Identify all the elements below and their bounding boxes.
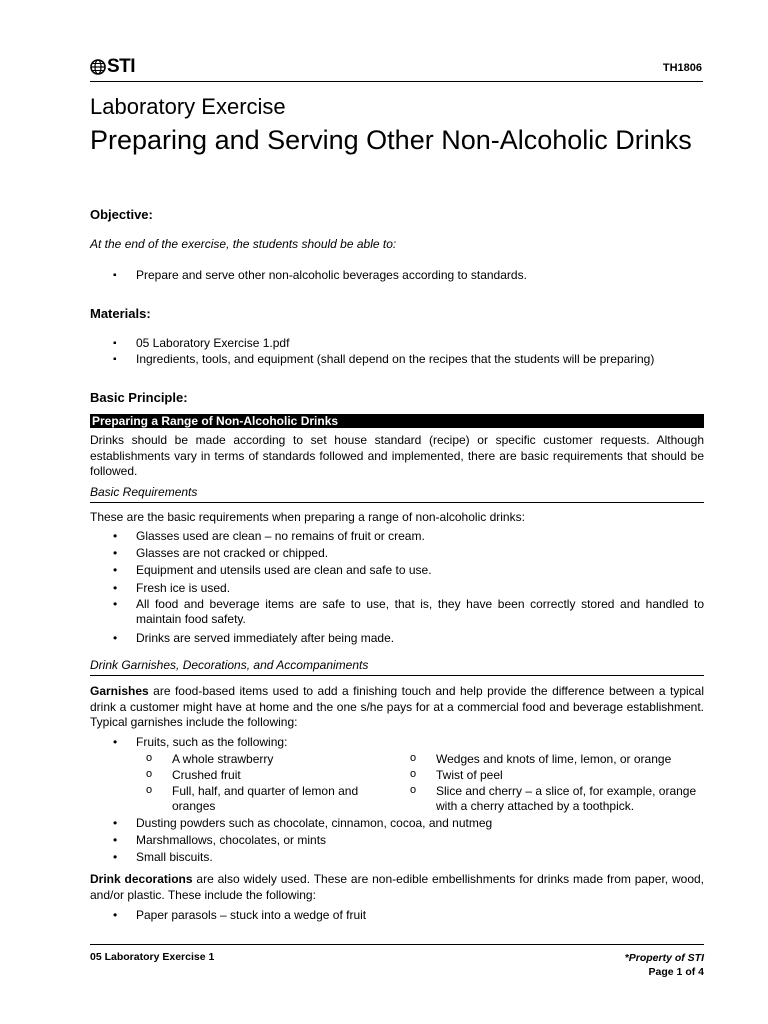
list-item: • Glasses are not cracked or chipped. bbox=[113, 545, 704, 562]
list-item: • Glasses used are clean – no remains of fruit or cream. bbox=[113, 528, 704, 545]
decorations-list bbox=[113, 907, 704, 924]
footer-page-number: Page 1 of 4 bbox=[648, 966, 704, 978]
footer-property: *Property of STI bbox=[624, 952, 704, 964]
doc-subtitle: Laboratory Exercise bbox=[90, 94, 286, 119]
basic-principle-heading: Basic Principle: bbox=[90, 390, 188, 405]
garnishes-text: are food-based items used to add a finishing touch and help provide the difference between a typical drink a customer might have at home and the one s/he pays for at a commercial food and beverage establishment. Typical garnishes include the following: bbox=[90, 684, 704, 729]
materials-list bbox=[113, 336, 654, 367]
list-item: • Small biscuits. bbox=[113, 849, 704, 866]
doc-code: TH1806 bbox=[662, 62, 702, 74]
decorations-paragraph bbox=[90, 872, 704, 903]
list-item: ▪ Prepare and serve other non-alcoholic beverages according to standards. bbox=[113, 268, 527, 284]
list-item: • Dusting powders such as chocolate, cinnamon, cocoa, and nutmeg bbox=[113, 815, 704, 832]
list-item: ▪ Ingredients, tools, and equipment (shall depend on the recipes that the students will be preparing) bbox=[113, 352, 654, 368]
decorations-text: are also widely used. These are non-edible embellishments for drinks made from paper, wood, and/or plastic. These include the following: bbox=[90, 872, 704, 902]
section-bar: Preparing a Range of Non-Alcoholic Drinks bbox=[90, 414, 704, 428]
doc-title: Preparing and Serving Other Non-Alcoholic Drinks bbox=[90, 125, 692, 155]
list-item: • Paper parasols – stuck into a wedge of fruit bbox=[113, 907, 704, 924]
list-item: • Equipment and utensils used are clean and safe to use. bbox=[113, 562, 704, 579]
list-item: o Twist of peel bbox=[410, 768, 710, 784]
requirements-intro: These are the basic requirements when preparing a range of non-alcoholic drinks: bbox=[90, 510, 525, 524]
objective-heading: Objective: bbox=[90, 207, 153, 222]
list-item: • Drinks are served immediately after being made. bbox=[113, 630, 704, 647]
list-item: o Slice and cherry – a slice of, for example, orange with a cherry attached by a toothpick. bbox=[410, 784, 710, 816]
footer-divider bbox=[90, 944, 704, 945]
garnishes-subheading: Drink Garnishes, Decorations, and Accompaniments bbox=[90, 658, 704, 676]
fruits-left-column bbox=[146, 752, 386, 815]
list-item: • Fresh ice is used. bbox=[113, 580, 704, 597]
list-item: • All food and beverage items are safe to use, that is, they have been correctly stored and handled to maintain food safety. bbox=[113, 597, 704, 628]
decorations-lead: Drink decorations bbox=[90, 872, 193, 886]
globe-icon bbox=[90, 59, 106, 75]
list-item: o Crushed fruit bbox=[146, 768, 386, 784]
requirements-subheading: Basic Requirements bbox=[90, 485, 704, 503]
materials-heading: Materials: bbox=[90, 306, 151, 321]
list-item: • Fruits, such as the following: bbox=[113, 735, 704, 751]
objective-list bbox=[113, 268, 527, 284]
footer-doc-name: 05 Laboratory Exercise 1 bbox=[90, 951, 215, 963]
garnishes-lead: Garnishes bbox=[90, 684, 149, 698]
sti-logo bbox=[90, 56, 135, 78]
list-item: • Marshmallows, chocolates, or mints bbox=[113, 832, 704, 849]
list-item: ▪ 05 Laboratory Exercise 1.pdf bbox=[113, 336, 654, 352]
garnishes-paragraph bbox=[90, 684, 704, 731]
objective-intro: At the end of the exercise, the students should be able to: bbox=[90, 237, 397, 251]
garnish-extras-list bbox=[113, 815, 704, 866]
fruits-right-column bbox=[410, 752, 710, 815]
list-item: o A whole strawberry bbox=[146, 752, 386, 768]
list-item: o Full, half, and quarter of lemon and oranges bbox=[146, 784, 386, 816]
header-divider bbox=[90, 81, 703, 82]
list-item: o Wedges and knots of lime, lemon, or orange bbox=[410, 752, 710, 768]
logo-text: STI bbox=[107, 56, 136, 77]
fruits-list bbox=[113, 735, 704, 751]
requirements-list bbox=[113, 528, 704, 647]
principle-intro: Drinks should be made according to set house standard (recipe) or specific customer requests. Although establishments vary in terms of standards followed and implemented, there are basic requirements that should be followed. bbox=[90, 433, 704, 478]
footer-right bbox=[625, 951, 704, 979]
